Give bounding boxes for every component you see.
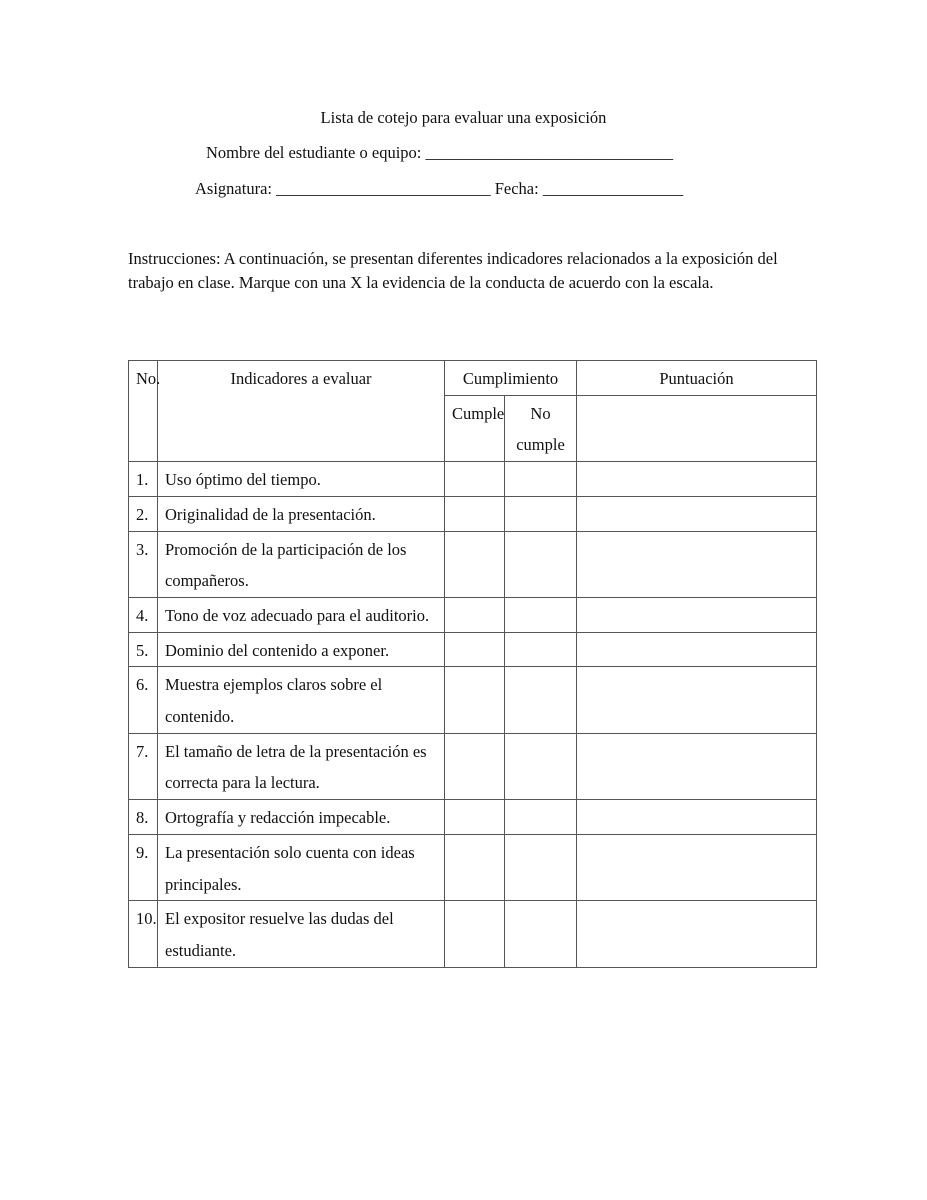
indicator-text: Originalidad de la presentación. [158,496,445,531]
meets-cell[interactable] [445,531,505,597]
not-meets-cell[interactable] [505,901,577,967]
meets-cell[interactable] [445,632,505,667]
not-meets-cell[interactable] [505,667,577,733]
table-row [129,632,817,667]
header-compliance: Cumplimiento [445,361,577,396]
indicator-text: Dominio del contenido a exponer. [158,632,445,667]
not-meets-cell[interactable] [505,496,577,531]
score-cell[interactable] [577,834,817,900]
header-indicators: Indicadores a evaluar [158,361,445,462]
row-number: 5. [129,632,158,667]
instructions: Instrucciones: A continuación, se presentan diferentes indicadores relacionados a la exposición del trabajo en clase. Marque con una X la evidencia de la conducta de acuerdo con la escala. [128,249,778,292]
score-cell[interactable] [577,901,817,967]
indicator-text: Muestra ejemplos claros sobre el contenido. [158,667,445,733]
checklist-table [128,360,817,968]
table-row [129,462,817,497]
table-row [129,667,817,733]
score-cell[interactable] [577,800,817,835]
table-row [129,597,817,632]
not-meets-cell[interactable] [505,597,577,632]
row-number: 10. [129,901,158,967]
table-row [129,800,817,835]
row-number: 9. [129,834,158,900]
table-row [129,496,817,531]
table-row [129,901,817,967]
not-meets-cell[interactable] [505,632,577,667]
meets-cell[interactable] [445,834,505,900]
not-meets-cell[interactable] [505,800,577,835]
row-number: 2. [129,496,158,531]
meets-cell[interactable] [445,901,505,967]
table-row [129,531,817,597]
row-number: 7. [129,733,158,799]
score-cell[interactable] [577,667,817,733]
indicator-text: Ortografía y redacción impecable. [158,800,445,835]
score-cell[interactable] [577,632,817,667]
header-no: No. [129,361,158,462]
indicator-text: El expositor resuelve las dudas del estudiante. [158,901,445,967]
meets-cell[interactable] [445,800,505,835]
meets-cell[interactable] [445,667,505,733]
indicator-text: El tamaño de letra de la presentación es correcta para la lectura. [158,733,445,799]
table-row [129,733,817,799]
row-number: 6. [129,667,158,733]
not-meets-cell[interactable] [505,462,577,497]
header-score-blank [577,395,817,461]
meets-cell[interactable] [445,597,505,632]
row-number: 8. [129,800,158,835]
not-meets-cell[interactable] [505,834,577,900]
score-cell[interactable] [577,462,817,497]
meets-cell[interactable] [445,733,505,799]
header-not-meets: No cumple [505,395,577,461]
not-meets-cell[interactable] [505,531,577,597]
indicator-text: Promoción de la participación de los compañeros. [158,531,445,597]
row-number: 4. [129,597,158,632]
table-row [129,834,817,900]
score-cell[interactable] [577,733,817,799]
row-number: 3. [129,531,158,597]
score-cell[interactable] [577,597,817,632]
score-cell[interactable] [577,496,817,531]
meets-cell[interactable] [445,496,505,531]
indicator-text: La presentación solo cuenta con ideas principales. [158,834,445,900]
subject-date-field: Asignatura: __________________________ Fecha: _________________ [195,179,684,198]
score-cell[interactable] [577,531,817,597]
document-title: Lista de cotejo para evaluar una exposición [320,108,607,127]
meets-cell[interactable] [445,462,505,497]
indicator-text: Uso óptimo del tiempo. [158,462,445,497]
student-name-field: Nombre del estudiante o equipo: ______________________________ [206,143,673,162]
row-number: 1. [129,462,158,497]
header-score: Puntuación [577,361,817,396]
indicator-text: Tono de voz adecuado para el auditorio. [158,597,445,632]
not-meets-cell[interactable] [505,733,577,799]
header-meets: Cumple [445,395,505,461]
